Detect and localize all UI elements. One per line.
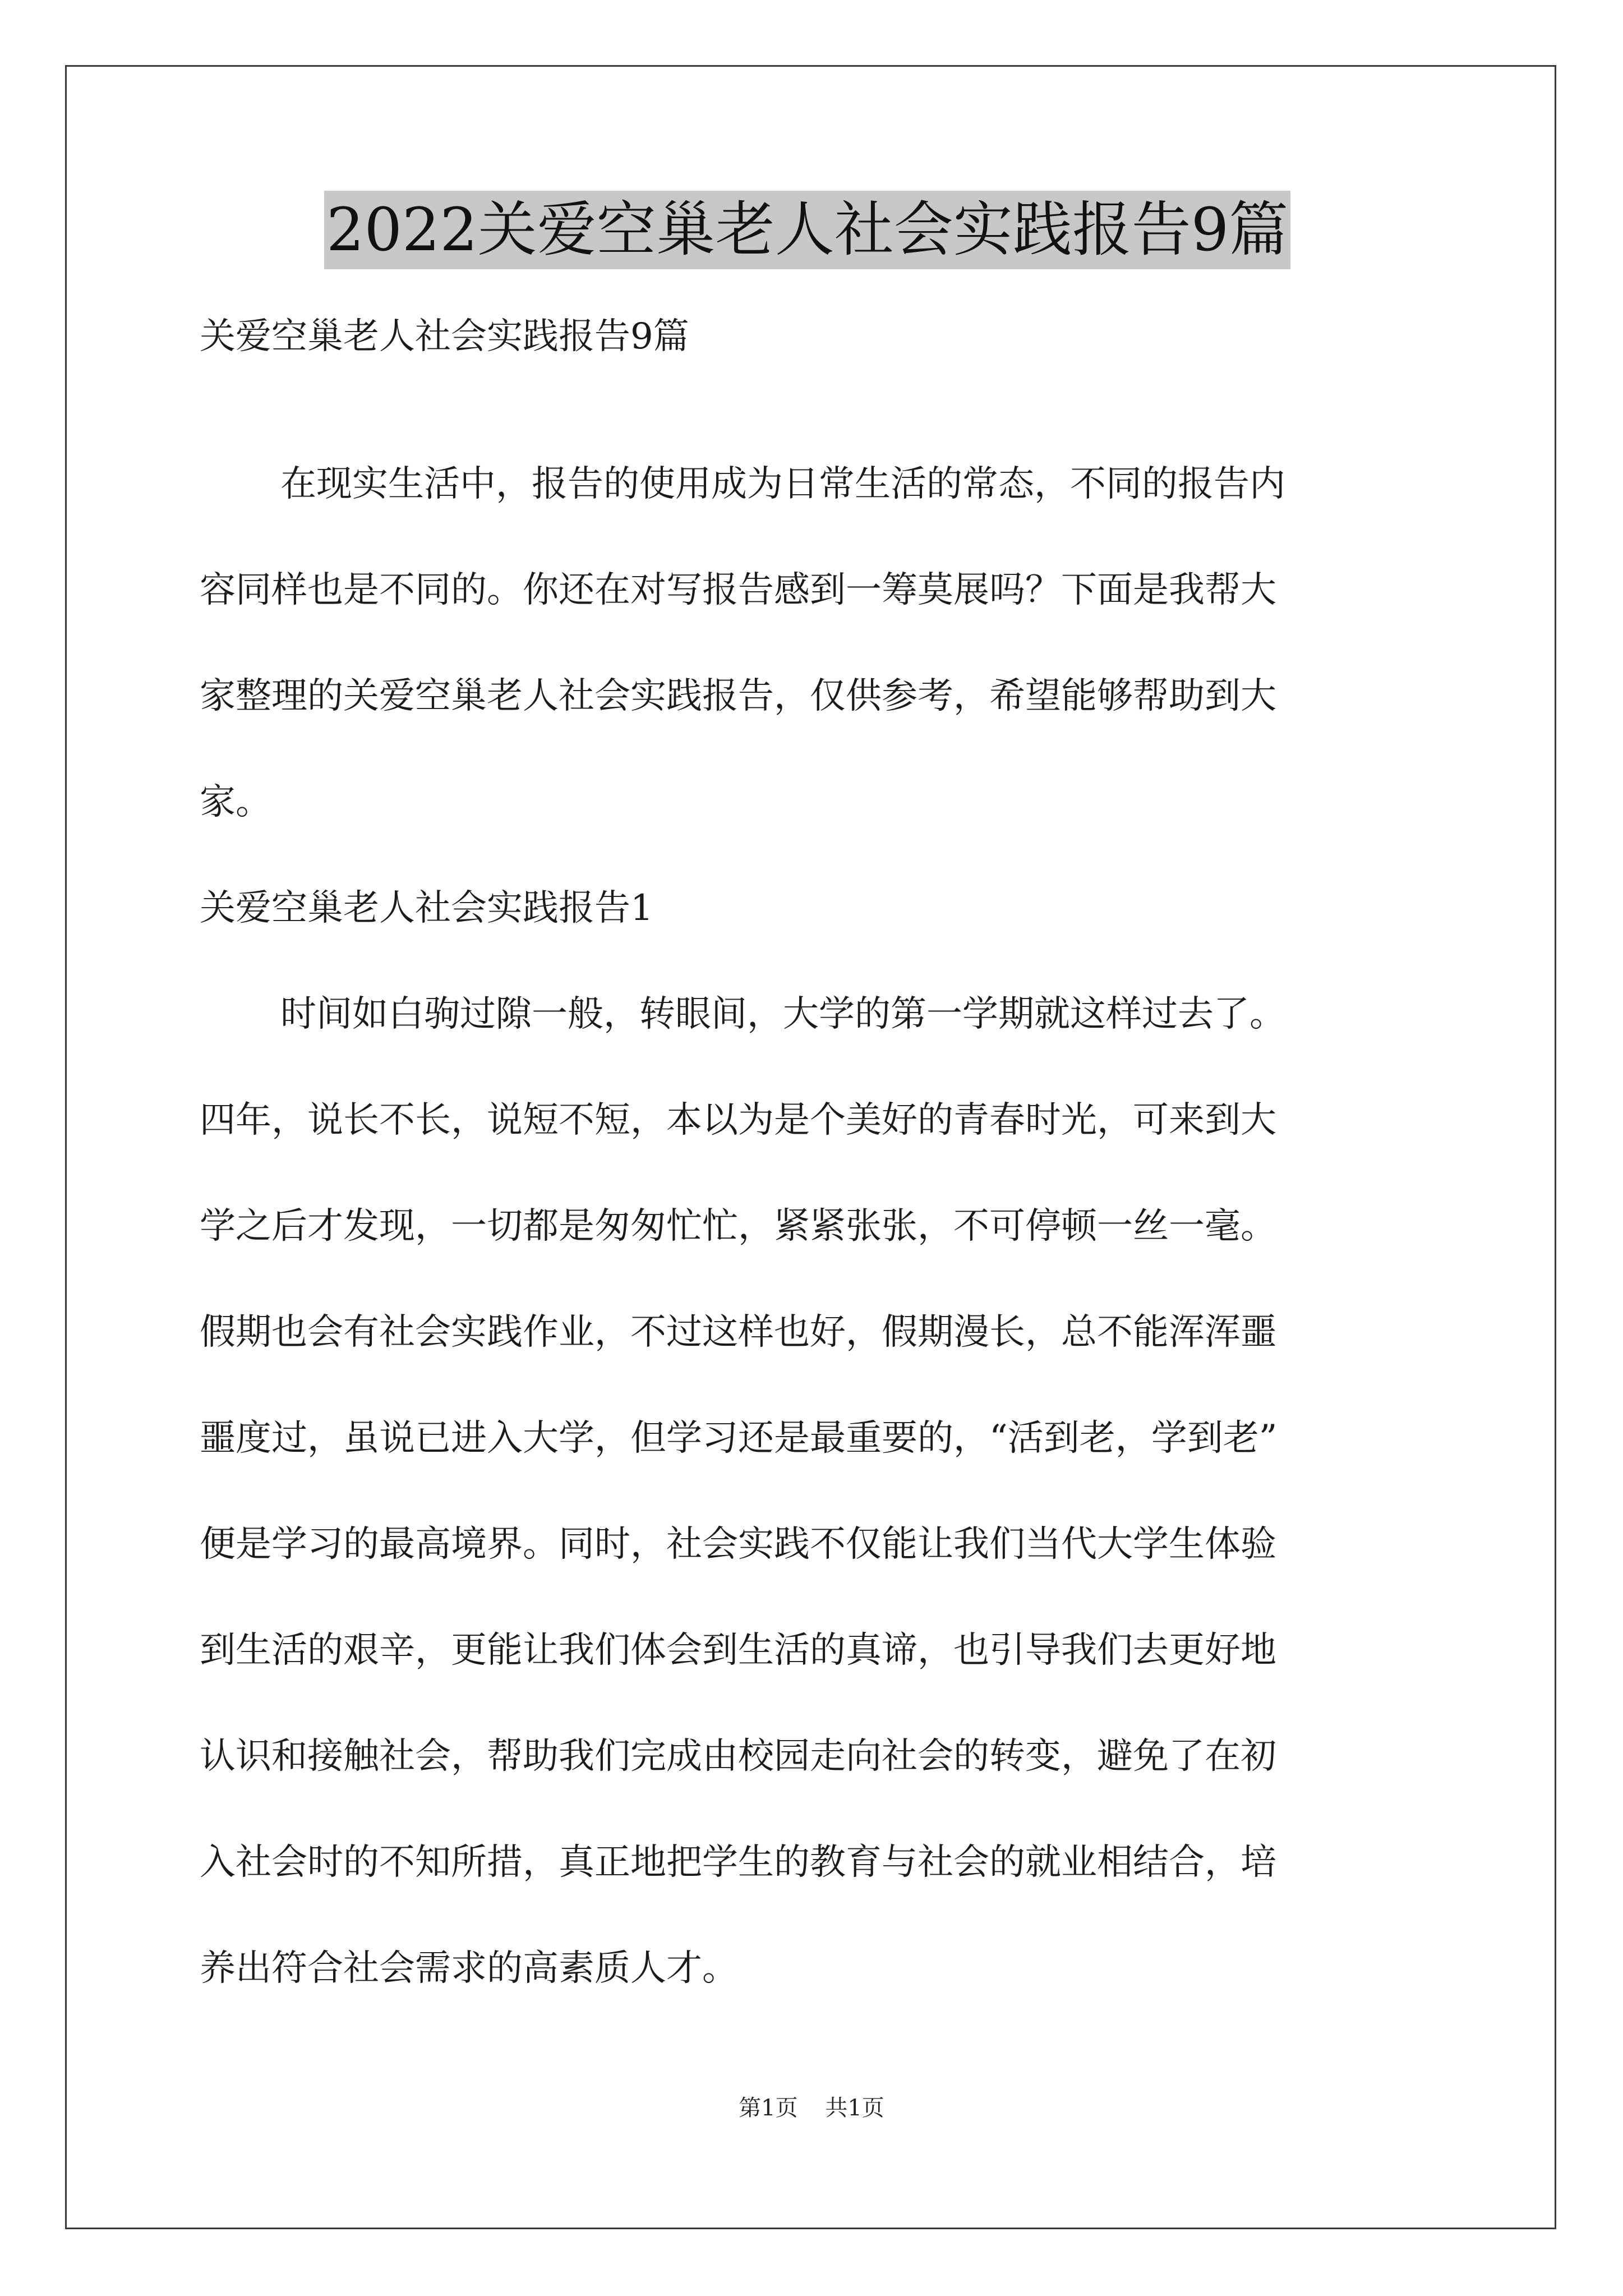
body-line: 养出符合社会需求的高素质人才。 bbox=[200, 1948, 738, 1989]
document-subtitle: 关爱空巢老人社会实践报告9篇 bbox=[200, 316, 689, 357]
body-line: 便是学习的最高境界。同时，社会实践不仅能让我们当代大学生体验 bbox=[200, 1524, 1276, 1565]
body-line: 认识和接触社会，帮助我们完成由校园走向社会的转变，避免了在初 bbox=[200, 1736, 1276, 1777]
page-number: 第1页 bbox=[739, 2095, 798, 2121]
intro-line: 家。 bbox=[200, 781, 271, 823]
body-line: 时间如白驹过隙一般，转眼间，大学的第一学期就这样过去了。 bbox=[280, 993, 1285, 1035]
body-line: 四年，说长不长，说短不短，本以为是个美好的青春时光，可来到大 bbox=[200, 1099, 1276, 1141]
section-heading: 关爱空巢老人社会实践报告1 bbox=[200, 887, 653, 929]
intro-line: 容同样也是不同的。你还在对写报告感到一筹莫展吗？下面是我帮大 bbox=[200, 569, 1276, 611]
body-line: 噩度过，虽说已进入大学，但学习还是最重要的，“活到老，学到老” bbox=[200, 1418, 1278, 1459]
body-line: 学之后才发现，一切都是匆匆忙忙，紧紧张张，不可停顿一丝一毫。 bbox=[200, 1205, 1276, 1247]
page-border bbox=[65, 65, 1556, 2229]
page-footer bbox=[0, 2092, 1623, 2124]
page-total: 共1页 bbox=[825, 2095, 884, 2121]
body-line: 入社会时的不知所措，真正地把学生的教育与社会的就业相结合，培 bbox=[200, 1842, 1276, 1883]
document-title: 2022关爱空巢老人社会实践报告9篇 bbox=[324, 191, 1290, 269]
body-line: 假期也会有社会实践作业，不过这样也好，假期漫长，总不能浑浑噩 bbox=[200, 1312, 1276, 1353]
intro-line: 在现实生活中，报告的使用成为日常生活的常态，不同的报告内 bbox=[280, 463, 1285, 505]
intro-line: 家整理的关爱空巢老人社会实践报告，仅供参考，希望能够帮助到大 bbox=[200, 675, 1276, 717]
body-line: 到生活的艰辛，更能让我们体会到生活的真谛，也引导我们去更好地 bbox=[200, 1630, 1276, 1671]
